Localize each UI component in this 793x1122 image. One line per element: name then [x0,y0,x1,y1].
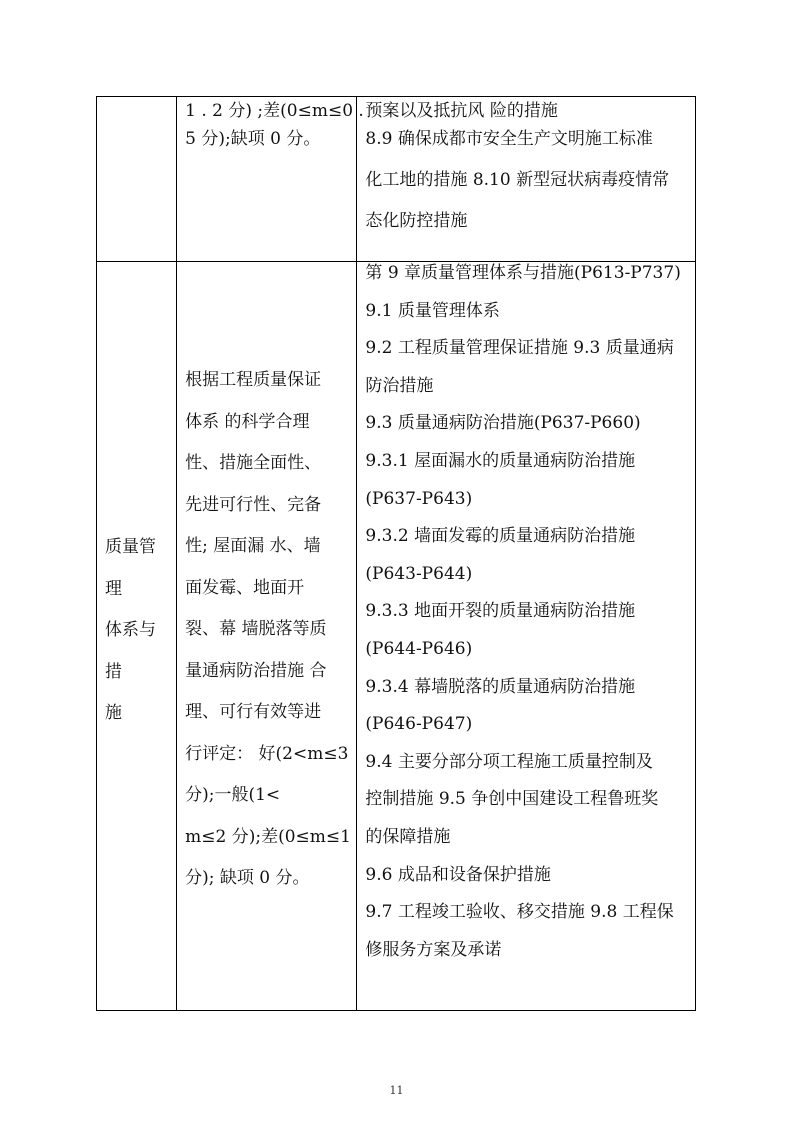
evaluation-table [96,96,696,1011]
page-number: 11 [389,1084,404,1097]
criteria-line: 行评定： 好(2<m≤3 [185,743,349,764]
item-line: 质量管 [105,537,156,558]
item-line: 理 [105,578,122,599]
content-line: 9.7 工程竣工验收、移交措施 9.8 工程保 [365,902,674,923]
content-line: 8.9 确保成都市安全生产文明施工标准 [365,129,653,149]
criteria-line: 1 . 2 分) ;差(0≤m≤0 . [185,101,364,121]
content-cell [357,262,696,1011]
content-line: 9.2 工程质量管理保证措施 9.3 质量通病 [365,338,674,359]
criteria-line: 性; 屋面漏 水、墙 [185,536,321,557]
item-cell [97,262,177,1011]
item-line: 体系与 [105,620,156,641]
content-cell [357,97,696,262]
content-line: 态化防控措施 [365,211,468,231]
item-cell-empty [97,97,177,262]
content-line: 控制措施 9.5 争创中国建设工程鲁班奖 [365,789,659,810]
content-line: 化工地的措施 8.10 新型冠状病毒疫情常 [365,170,670,190]
criteria-line: 分);一般(1< [185,785,281,806]
content-line: 9.3.3 地面开裂的质量通病防治措施 [365,601,636,622]
table-row-quality-management [97,262,696,1011]
content-line: (P646-P647) [365,714,473,735]
item-line: 施 [105,703,122,724]
content-line: 9.4 主要分部分项工程施工质量控制及 [365,751,653,772]
criteria-cell [177,262,357,1011]
criteria-line: 5 分);缺项 0 分。 [185,129,321,149]
criteria-cell [177,97,364,262]
content-line: 的保障措施 [365,826,451,847]
criteria-line: 理、可行有效等进 [185,702,322,723]
criteria-line: 裂、幕 墙脱落等质 [185,619,327,640]
table-row-continued [97,97,696,262]
criteria-line: 分); 缺项 0 分。 [185,868,310,889]
content-line: 修服务方案及承诺 [365,939,502,960]
content-line: 9.3.1 屋面漏水的质量通病防治措施 [365,450,636,471]
criteria-line: 面发霉、地面开 [185,577,305,598]
criteria-line: 性、措施全面性、 [185,453,322,474]
content-line: (P644-P646) [365,638,473,659]
content-line: 9.3.2 墙面发霉的质量通病防治措施 [365,526,636,547]
content-line: 预案以及抵抗风 险的措施 [365,101,558,121]
content-line: (P637-P643) [365,488,473,509]
item-line: 措 [105,661,122,682]
content-line: 9.1 质量管理体系 [365,300,500,321]
criteria-line: 先进可行性、完备 [185,494,322,515]
criteria-line: 根据工程质量保证 [185,370,322,391]
content-line: 第 9 章质量管理体系与措施(P613-P737) [365,263,681,283]
criteria-line: 量通病防治措施 合 [185,660,327,681]
criteria-line: m≤2 分);差(0≤m≤1 [185,826,351,847]
content-line: 9.3.4 幕墙脱落的质量通病防治措施 [365,676,636,697]
content-line: 防治措施 [365,375,434,396]
content-line: 9.3 质量通病防治措施(P637-P660) [365,413,641,434]
content-line: 9.6 成品和设备保护措施 [365,864,551,885]
criteria-line: 体系 的科学合理 [185,411,310,432]
content-line: (P643-P644) [365,563,473,584]
